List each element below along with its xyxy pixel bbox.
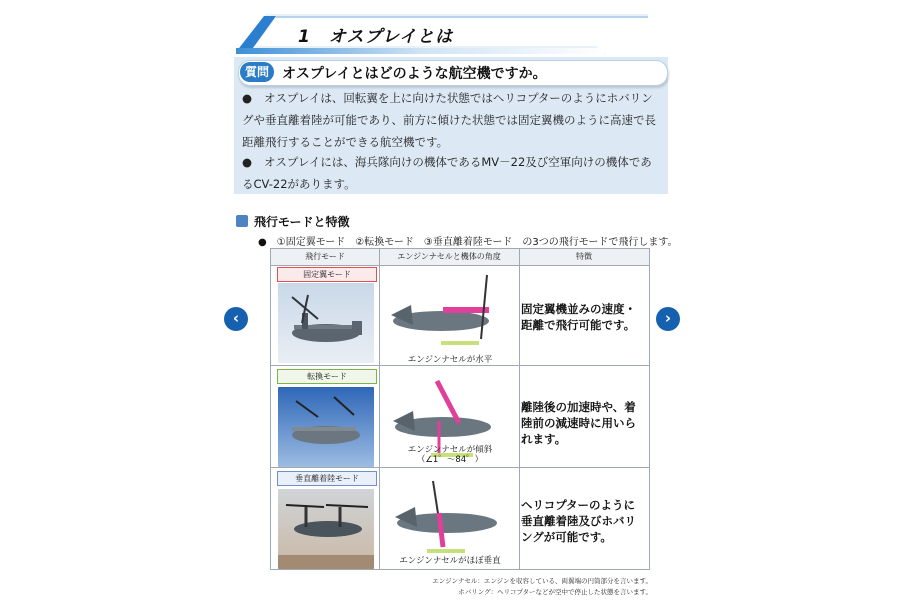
section-square-icon bbox=[236, 215, 248, 227]
mode-feature: 離陸後の加速時や、着陸前の減速時に用いられます。 bbox=[521, 400, 636, 446]
answer-text: オスプレイは、回転翼を上に向けた状態ではヘリコプターのようにホバリングや垂直離着陸が可能であり、前方に傾けた状態では固定翼機のように高速で長距離飛行することができる航空機です。 bbox=[242, 91, 656, 149]
mode-label: 転換モード bbox=[277, 369, 377, 384]
row-divider bbox=[271, 467, 649, 468]
flight-mode-table bbox=[270, 248, 650, 570]
mode-label: 垂直離着陸モード bbox=[277, 471, 377, 486]
answer-text: オスプレイには、海兵隊向けの機体であるMV－22及び空軍向けの機体であるCV-22があります。 bbox=[242, 155, 652, 191]
section-title: 飛行モードと特徴 bbox=[254, 215, 350, 229]
next-slide-button[interactable]: › bbox=[656, 307, 680, 331]
column-divider bbox=[379, 249, 380, 569]
table-header: エンジンナセルと機体の角度 bbox=[379, 249, 519, 266]
aircraft-icon bbox=[278, 283, 374, 363]
question-text: オスプレイとはどのような航空機ですか。 bbox=[282, 66, 547, 82]
nacelle-diagram bbox=[381, 269, 519, 357]
column-divider bbox=[519, 249, 520, 569]
nacelle-caption: エンジンナセルが水平 bbox=[407, 355, 493, 365]
osprey-photo bbox=[278, 283, 374, 363]
table-header: 特徴 bbox=[519, 249, 649, 266]
mode-feature: ヘリコプターのように垂直離着陸及びホバリングが可能です。 bbox=[521, 498, 636, 544]
nacelle-caption: エンジンナセルがほぼ垂直 bbox=[399, 556, 501, 566]
osprey-photo bbox=[278, 489, 374, 569]
mode-label: 固定翼モード bbox=[277, 267, 377, 282]
question-badge: 質問 bbox=[240, 62, 274, 82]
row-divider bbox=[271, 365, 649, 366]
answer-paragraph bbox=[242, 87, 662, 153]
osprey-photo bbox=[278, 387, 374, 467]
aircraft-icon bbox=[278, 489, 374, 569]
previous-slide-button[interactable]: ‹ bbox=[224, 307, 248, 331]
nacelle-diagram bbox=[381, 473, 519, 561]
mode-feature: 固定翼機並みの速度・距離で飛行可能です。 bbox=[521, 302, 636, 332]
section-description: ● ①固定翼モード ②転換モード ③垂直離着陸モード の3つの飛行モードで飛行します。 bbox=[258, 237, 678, 248]
bullet-icon: ● bbox=[242, 155, 253, 169]
aircraft-icon bbox=[278, 387, 374, 467]
footnote: エンジンナセル：エンジンを収容している、両翼端の円筒部分を言います。 bbox=[432, 577, 652, 585]
nacelle-caption: エンジンナセルが傾斜 （∠1゜～84゜） bbox=[407, 445, 493, 465]
table-header: 飛行モード bbox=[271, 249, 379, 266]
answer-paragraph bbox=[242, 151, 662, 195]
bullet-icon: ● bbox=[242, 91, 253, 105]
footnote: ホバリング：ヘリコプターなどが空中で停止した状態を言います。 bbox=[458, 588, 652, 596]
page-title: 1 オスプレイとは bbox=[298, 27, 454, 47]
